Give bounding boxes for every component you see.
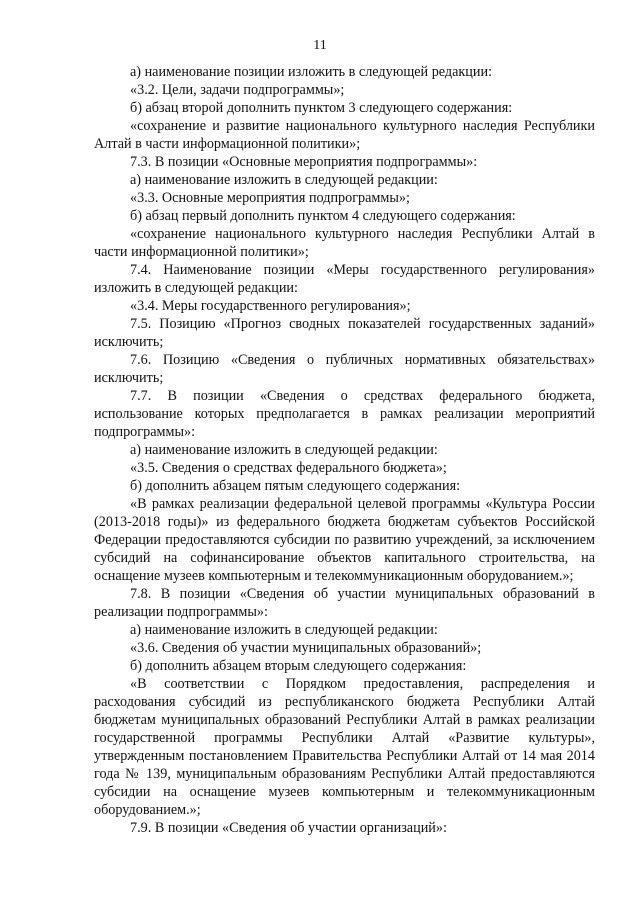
page-number: 11 [313, 38, 327, 53]
paragraph-13: 7.6. Позицию «Сведения о публичных нормативных обязательствах» исключить; [94, 352, 595, 386]
document-body [94, 63, 595, 837]
paragraph-21: «3.6. Сведения об участии муниципальных образований»; [130, 640, 482, 656]
paragraph-8: б) абзац первый дополнить пунктом 4 следующего содержания: [130, 208, 516, 224]
paragraph-11: «3.4. Меры государственного регулирования»; [130, 298, 411, 314]
paragraph-24: 7.9. В позиции «Сведения об участии организаций»: [130, 820, 447, 836]
paragraph-12: 7.5. Позицию «Прогноз сводных показателей государственных заданий» исключить; [94, 316, 595, 350]
paragraph-23: «В соответствии с Порядком предоставления, распределения и расходования субсидий из республиканского бюджета Республики Алтай бюджетам муниципальных образований Республики Алтай в рамках реализации государственной программы Республики Алтай «Развитие культуры», утвержденным постановлением Правительства Республики Алтай от 14 мая 2014 года № 139, муниципальным образованиям Республики Алтай предоставляются субсидии на оснащение музеев компьютерным и телекоммуникационным оборудованием.»; [94, 676, 595, 818]
paragraph-9: «сохранение национального культурного наследия Республики Алтай в части информационной политики»; [94, 226, 595, 260]
paragraph-3: б) абзац второй дополнить пунктом 3 следующего содержания: [130, 100, 513, 116]
paragraph-18: «В рамках реализации федеральной целевой программы «Культура России (2013-2018 годы)» из федерального бюджета бюджетам субъектов Российской Федерации предоставляются субсидии по развитию учреждений, за исключением субсидий на софинансирование объектов капитального строительства, на оснащение музеев компьютерным и телекоммуникационным оборудованием.»; [94, 496, 595, 584]
paragraph-15: а) наименование изложить в следующей редакции: [130, 442, 438, 458]
paragraph-14: 7.7. В позиции «Сведения о средствах федерального бюджета, использование которых предполагается в рамках реализации мероприятий подпрограммы»: [94, 388, 595, 440]
paragraph-6: а) наименование изложить в следующей редакции: [130, 172, 438, 188]
paragraph-19: 7.8. В позиции «Сведения об участии муниципальных образований в реализации подпрограммы»: [94, 586, 595, 620]
paragraph-17: б) дополнить абзацем пятым следующего содержания: [130, 478, 461, 494]
paragraph-10: 7.4. Наименование позиции «Меры государственного регулирования» изложить в следующей редакции: [94, 262, 595, 296]
paragraph-22: б) дополнить абзацем вторым следующего содержания: [130, 658, 467, 674]
paragraph-2: «3.2. Цели, задачи подпрограммы»; [130, 82, 345, 98]
paragraph-1: а) наименование позиции изложить в следующей редакции: [130, 64, 493, 80]
paragraph-7: «3.3. Основные мероприятия подпрограммы»; [130, 190, 410, 206]
paragraph-4: «сохранение и развитие национального культурного наследия Республики Алтай в части информационной политики»; [94, 118, 595, 152]
paragraph-16: «3.5. Сведения о средствах федерального бюджета»; [130, 460, 447, 476]
paragraph-20: а) наименование изложить в следующей редакции: [130, 622, 438, 638]
paragraph-5: 7.3. В позиции «Основные мероприятия подпрограммы»: [130, 154, 478, 170]
